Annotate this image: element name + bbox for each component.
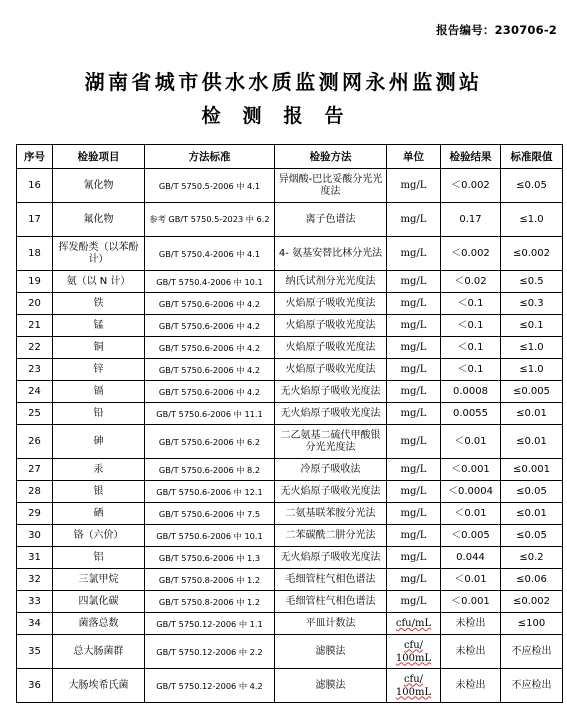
test-method: 火焰原子吸收光度法 xyxy=(275,359,387,381)
header-cell: 序号 xyxy=(17,145,53,169)
header-cell: 检验项目 xyxy=(53,145,145,169)
test-result: ＜0.01 xyxy=(441,425,501,459)
standard-limit: ≤0.3 xyxy=(501,293,563,315)
test-method: 火焰原子吸收光度法 xyxy=(275,315,387,337)
test-method: 二氨基联苯胺分光法 xyxy=(275,503,387,525)
table-row xyxy=(17,203,563,237)
row-number: 36 xyxy=(17,669,53,703)
unit: mg/L xyxy=(387,525,441,547)
report-number: 报告编号：230706-2 xyxy=(436,23,557,37)
test-method: 滤膜法 xyxy=(275,635,387,669)
unit: mg/L xyxy=(387,403,441,425)
test-item: 银 xyxy=(53,481,145,503)
standard-limit: ≤0.05 xyxy=(501,481,563,503)
test-result: 未检出 xyxy=(441,635,501,669)
test-method: 二苯碳酰二肼分光法 xyxy=(275,525,387,547)
test-item: 菌落总数 xyxy=(53,613,145,635)
unit: mg/L xyxy=(387,315,441,337)
row-number: 24 xyxy=(17,381,53,403)
row-number: 22 xyxy=(17,337,53,359)
row-number: 16 xyxy=(17,169,53,203)
test-item: 锰 xyxy=(53,315,145,337)
unit: mg/L xyxy=(387,169,441,203)
unit: mg/L xyxy=(387,359,441,381)
header-cell: 单位 xyxy=(387,145,441,169)
test-item: 汞 xyxy=(53,459,145,481)
test-item: 砷 xyxy=(53,425,145,459)
test-method: 纳氏试剂分光光度法 xyxy=(275,271,387,293)
test-result: ＜0.01 xyxy=(441,503,501,525)
method-standard: GB/T 5750.6-2006 中 7.5 xyxy=(145,503,275,525)
test-result: 0.17 xyxy=(441,203,501,237)
standard-limit: ≤0.5 xyxy=(501,271,563,293)
test-result: ＜0.001 xyxy=(441,459,501,481)
unit-text: cfu/mL xyxy=(395,618,432,629)
test-result: 0.0008 xyxy=(441,381,501,403)
unit: mg/L xyxy=(387,547,441,569)
unit: mg/L xyxy=(387,569,441,591)
unit: mg/L xyxy=(387,481,441,503)
header-row xyxy=(17,145,563,169)
unit: mg/L xyxy=(387,591,441,613)
test-method: 毛细管柱气相色谱法 xyxy=(275,569,387,591)
test-item: 铁 xyxy=(53,293,145,315)
standard-limit: ≤1.0 xyxy=(501,337,563,359)
test-item: 氨（以 N 计） xyxy=(53,271,145,293)
method-standard: GB/T 5750.8-2006 中 1.2 xyxy=(145,569,275,591)
test-item: 铜 xyxy=(53,337,145,359)
method-standard: GB/T 5750.6-2006 中 4.2 xyxy=(145,359,275,381)
row-number: 20 xyxy=(17,293,53,315)
standard-limit: ≤0.01 xyxy=(501,503,563,525)
test-result: ＜0.001 xyxy=(441,591,501,613)
row-number: 17 xyxy=(17,203,53,237)
standard-limit: ≤100 xyxy=(501,613,563,635)
unit: mg/L xyxy=(387,459,441,481)
standard-limit: ≤0.05 xyxy=(501,169,563,203)
row-number: 35 xyxy=(17,635,53,669)
table-row xyxy=(17,381,563,403)
method-standard: GB/T 5750.6-2006 中 8.2 xyxy=(145,459,275,481)
test-result: 未检出 xyxy=(441,669,501,703)
row-number: 29 xyxy=(17,503,53,525)
test-item: 大肠埃希氏菌 xyxy=(53,669,145,703)
header-cell: 检验结果 xyxy=(441,145,501,169)
standard-limit: 不应检出 xyxy=(501,635,563,669)
table-row xyxy=(17,237,563,271)
table-row xyxy=(17,481,563,503)
unit: mg/L xyxy=(387,271,441,293)
test-item: 铅 xyxy=(53,403,145,425)
test-method: 平皿计数法 xyxy=(275,613,387,635)
test-item: 总大肠菌群 xyxy=(53,635,145,669)
test-item: 镉 xyxy=(53,381,145,403)
method-standard: GB/T 5750.12-2006 中 1.1 xyxy=(145,613,275,635)
unit xyxy=(387,635,441,669)
method-standard: GB/T 5750.6-2006 中 10.1 xyxy=(145,525,275,547)
standard-limit: ≤1.0 xyxy=(501,203,563,237)
test-method: 火焰原子吸收光度法 xyxy=(275,337,387,359)
standard-limit: ≤1.0 xyxy=(501,359,563,381)
test-item: 铝 xyxy=(53,547,145,569)
test-item: 氟化物 xyxy=(53,203,145,237)
table-row xyxy=(17,503,563,525)
unit xyxy=(387,613,441,635)
table-row xyxy=(17,403,563,425)
standard-limit: 不应检出 xyxy=(501,669,563,703)
test-method: 毛细管柱气相色谱法 xyxy=(275,591,387,613)
table-row xyxy=(17,337,563,359)
table-row xyxy=(17,525,563,547)
unit: mg/L xyxy=(387,381,441,403)
unit: mg/L xyxy=(387,203,441,237)
standard-limit: ≤0.1 xyxy=(501,315,563,337)
row-number: 25 xyxy=(17,403,53,425)
standard-limit: ≤0.01 xyxy=(501,403,563,425)
unit-text: cfu/ 100mL xyxy=(395,673,432,698)
standard-limit: ≤0.002 xyxy=(501,591,563,613)
table-row xyxy=(17,613,563,635)
method-standard: GB/T 5750.6-2006 中 4.2 xyxy=(145,337,275,359)
test-result: ＜0.002 xyxy=(441,237,501,271)
method-standard: GB/T 5750.4-2006 中 4.1 xyxy=(145,237,275,271)
standard-limit: ≤0.06 xyxy=(501,569,563,591)
test-result: ＜0.1 xyxy=(441,359,501,381)
test-result: ＜0.0004 xyxy=(441,481,501,503)
header-cell: 标准限值 xyxy=(501,145,563,169)
method-standard: GB/T 5750.6-2006 中 1.3 xyxy=(145,547,275,569)
table-row xyxy=(17,547,563,569)
method-standard: GB/T 5750.6-2006 中 4.2 xyxy=(145,315,275,337)
test-item: 挥发酚类（以苯酚计） xyxy=(53,237,145,271)
test-item: 四氯化碳 xyxy=(53,591,145,613)
method-standard: GB/T 5750.6-2006 中 12.1 xyxy=(145,481,275,503)
table-row xyxy=(17,315,563,337)
unit xyxy=(387,669,441,703)
row-number: 34 xyxy=(17,613,53,635)
test-item: 锌 xyxy=(53,359,145,381)
test-method: 异烟酸-巴比妥酸分光光度法 xyxy=(275,169,387,203)
method-standard: GB/T 5750.6-2006 中 4.2 xyxy=(145,293,275,315)
table-row xyxy=(17,669,563,703)
header-cell: 检验方法 xyxy=(275,145,387,169)
method-standard: GB/T 5750.12-2006 中 4.2 xyxy=(145,669,275,703)
method-standard: GB/T 5750.8-2006 中 1.2 xyxy=(145,591,275,613)
row-number: 21 xyxy=(17,315,53,337)
row-number: 32 xyxy=(17,569,53,591)
test-result: 0.044 xyxy=(441,547,501,569)
test-method: 无火焰原子吸收光度法 xyxy=(275,481,387,503)
table-row xyxy=(17,459,563,481)
test-method: 4- 氨基安替比林分光法 xyxy=(275,237,387,271)
method-standard: GB/T 5750.5-2006 中 4.1 xyxy=(145,169,275,203)
table-row xyxy=(17,425,563,459)
unit: mg/L xyxy=(387,503,441,525)
row-number: 26 xyxy=(17,425,53,459)
standard-limit: ≤0.2 xyxy=(501,547,563,569)
row-number: 23 xyxy=(17,359,53,381)
test-method: 无火焰原子吸收光度法 xyxy=(275,403,387,425)
test-result: ＜0.1 xyxy=(441,337,501,359)
standard-limit: ≤0.01 xyxy=(501,425,563,459)
method-standard: GB/T 5750.6-2006 中 11.1 xyxy=(145,403,275,425)
report-subtitle: 检测报告 xyxy=(201,105,366,127)
unit: mg/L xyxy=(387,337,441,359)
test-result: ＜0.02 xyxy=(441,271,501,293)
test-item: 氰化物 xyxy=(53,169,145,203)
test-result: ＜0.005 xyxy=(441,525,501,547)
table-row xyxy=(17,271,563,293)
test-method: 滤膜法 xyxy=(275,669,387,703)
test-method: 无火焰原子吸收光度法 xyxy=(275,381,387,403)
test-method: 冷原子吸收法 xyxy=(275,459,387,481)
test-method: 火焰原子吸收光度法 xyxy=(275,293,387,315)
method-standard: GB/T 5750.12-2006 中 2.2 xyxy=(145,635,275,669)
row-number: 30 xyxy=(17,525,53,547)
unit: mg/L xyxy=(387,237,441,271)
row-number: 28 xyxy=(17,481,53,503)
report-title: 湖南省城市供水水质监测网永州监测站 xyxy=(84,70,483,94)
test-result: ＜0.01 xyxy=(441,569,501,591)
table-row xyxy=(17,569,563,591)
test-result: ＜0.1 xyxy=(441,293,501,315)
test-method: 离子色谱法 xyxy=(275,203,387,237)
test-item: 硒 xyxy=(53,503,145,525)
unit: mg/L xyxy=(387,425,441,459)
row-number: 31 xyxy=(17,547,53,569)
table-row xyxy=(17,293,563,315)
results-table xyxy=(16,144,563,703)
method-standard: 参考 GB/T 5750.5-2023 中 6.2 xyxy=(145,203,275,237)
method-standard: GB/T 5750.6-2006 中 6.2 xyxy=(145,425,275,459)
test-item: 三氯甲烷 xyxy=(53,569,145,591)
test-result: 未检出 xyxy=(441,613,501,635)
standard-limit: ≤0.001 xyxy=(501,459,563,481)
row-number: 33 xyxy=(17,591,53,613)
test-result: ＜0.002 xyxy=(441,169,501,203)
test-result: 0.0055 xyxy=(441,403,501,425)
method-standard: GB/T 5750.6-2006 中 4.2 xyxy=(145,381,275,403)
row-number: 18 xyxy=(17,237,53,271)
method-standard: GB/T 5750.4-2006 中 10.1 xyxy=(145,271,275,293)
table-row xyxy=(17,635,563,669)
table-row xyxy=(17,591,563,613)
table-row xyxy=(17,169,563,203)
row-number: 19 xyxy=(17,271,53,293)
test-method: 无火焰原子吸收光度法 xyxy=(275,547,387,569)
row-number: 27 xyxy=(17,459,53,481)
test-result: ＜0.1 xyxy=(441,315,501,337)
standard-limit: ≤0.05 xyxy=(501,525,563,547)
test-item: 铬（六价） xyxy=(53,525,145,547)
unit: mg/L xyxy=(387,293,441,315)
table-row xyxy=(17,359,563,381)
standard-limit: ≤0.002 xyxy=(501,237,563,271)
unit-text: cfu/ 100mL xyxy=(395,639,432,664)
standard-limit: ≤0.005 xyxy=(501,381,563,403)
test-method: 二乙氨基二硫代甲酸银分光光度法 xyxy=(275,425,387,459)
header-cell: 方法标准 xyxy=(145,145,275,169)
